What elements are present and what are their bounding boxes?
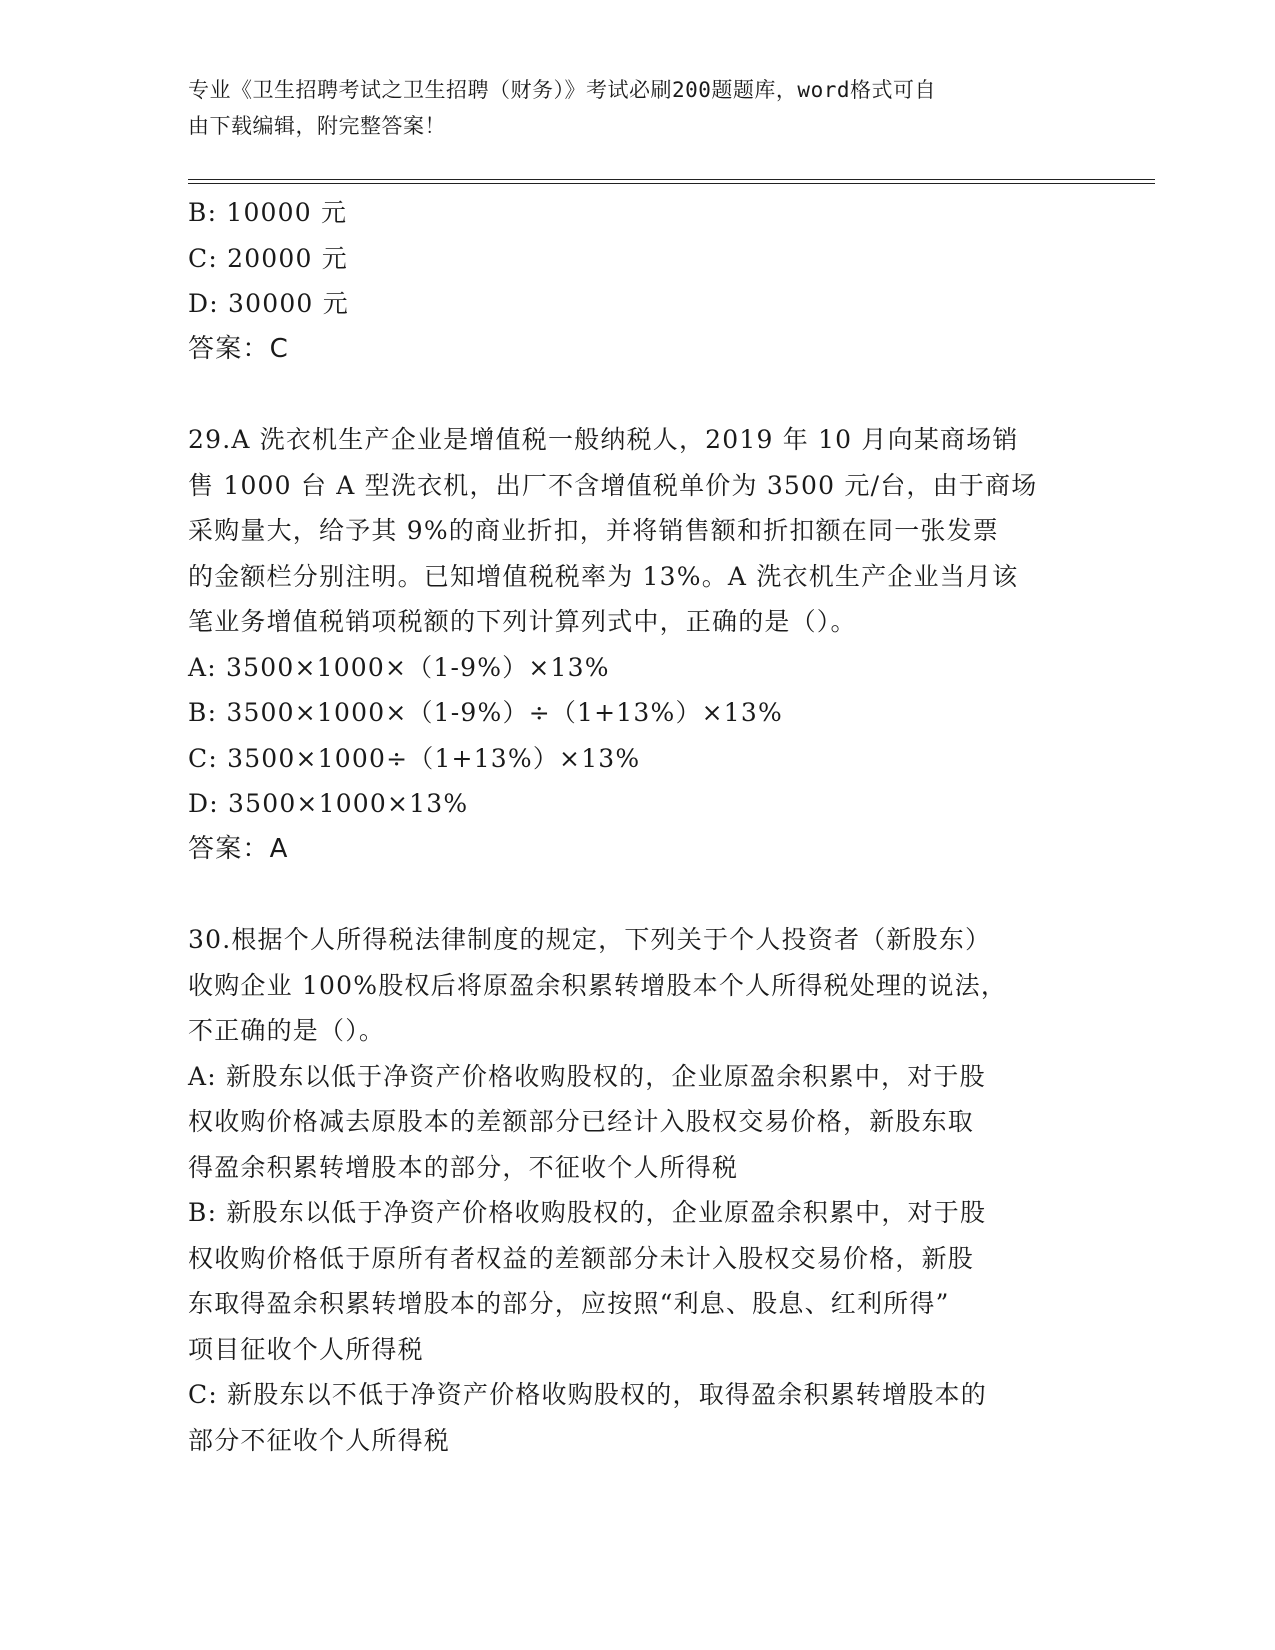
option-c-line: C: 新股东以不低于净资产价格收购股权的，取得盈余积累转增股本的: [188, 1380, 987, 1409]
question-28: [188, 190, 1088, 372]
option-c: C: 3500×1000÷（1+13%）×13%: [188, 743, 641, 773]
option-b-line: 东取得盈余积累转增股本的部分，应按照“利息、股息、红利所得”: [188, 1289, 950, 1318]
question-stem-line: 采购量大，给予其 9%的商业折扣，并将销售额和折扣额在同一张发票: [188, 516, 1000, 545]
question-stem-line: 笔业务增值税销项税额的下列计算列式中，正确的是（）。: [188, 607, 857, 636]
answer: 答案：C: [188, 333, 289, 364]
question-30: [188, 917, 1088, 1463]
option-b: B: 3500×1000×（1-9%）÷（1+13%）×13%: [188, 698, 783, 727]
question-stem-line: 不正确的是（）。: [188, 1016, 386, 1045]
option-b-line: B: 新股东以低于净资产价格收购股权的，企业原盈余积累中，对于股: [188, 1198, 987, 1227]
answer: 答案：A: [188, 833, 289, 864]
header-divider-bottom: [188, 183, 1155, 184]
question-stem-line: 30.根据个人所得税法律制度的规定，下列关于个人投资者（新股东）: [188, 925, 992, 954]
spacer: [188, 372, 1088, 417]
header-line-2: 由下载编辑，附完整答案！: [188, 114, 446, 138]
document-body: [188, 190, 1088, 1463]
option-c-line: 部分不征收个人所得税: [188, 1425, 451, 1455]
question-stem-line: 29.A 洗衣机生产企业是增值税一般纳税人，2019 年 10 月向某商场销: [188, 425, 1019, 454]
header-line-1: 专业《卫生招聘考试之卫生招聘（财务）》考试必刷200题题库，word格式可自: [188, 78, 936, 102]
option-c: C: 20000 元: [188, 243, 348, 273]
spacer: [188, 872, 1088, 917]
option-b-line: 项目征收个人所得税: [188, 1334, 424, 1364]
option-a-line: A: 新股东以低于净资产价格收购股权的，企业原盈余积累中，对于股: [188, 1061, 986, 1091]
option-a: A: 3500×1000×（1-9%）×13%: [188, 652, 610, 682]
question-stem-line: 的金额栏分别注明。已知增值税税率为 13%。A 洗衣机生产企业当月该: [188, 561, 1019, 591]
question-stem-line: 售 1000 台 A 型洗衣机，出厂不含增值税单价为 3500 元/台，由于商场: [188, 470, 1038, 500]
header-divider-top: [188, 179, 1155, 180]
question-29: [188, 417, 1088, 872]
question-stem-line: 收购企业 100%股权后将原盈余积累转增股本个人所得税处理的说法，: [188, 970, 1008, 1000]
option-b: B: 10000 元: [188, 198, 348, 227]
option-b-line: 权收购价格低于原所有者权益的差额部分未计入股权交易价格，新股: [188, 1243, 975, 1273]
page-header: [188, 72, 1068, 144]
option-d: D: 3500×1000×13%: [188, 789, 469, 818]
option-a-line: 得盈余积累转增股本的部分，不征收个人所得税: [188, 1152, 739, 1182]
option-a-line: 权收购价格减去原股本的差额部分已经计入股权交易价格，新股东取: [188, 1107, 975, 1136]
option-d: D: 30000 元: [188, 289, 349, 318]
